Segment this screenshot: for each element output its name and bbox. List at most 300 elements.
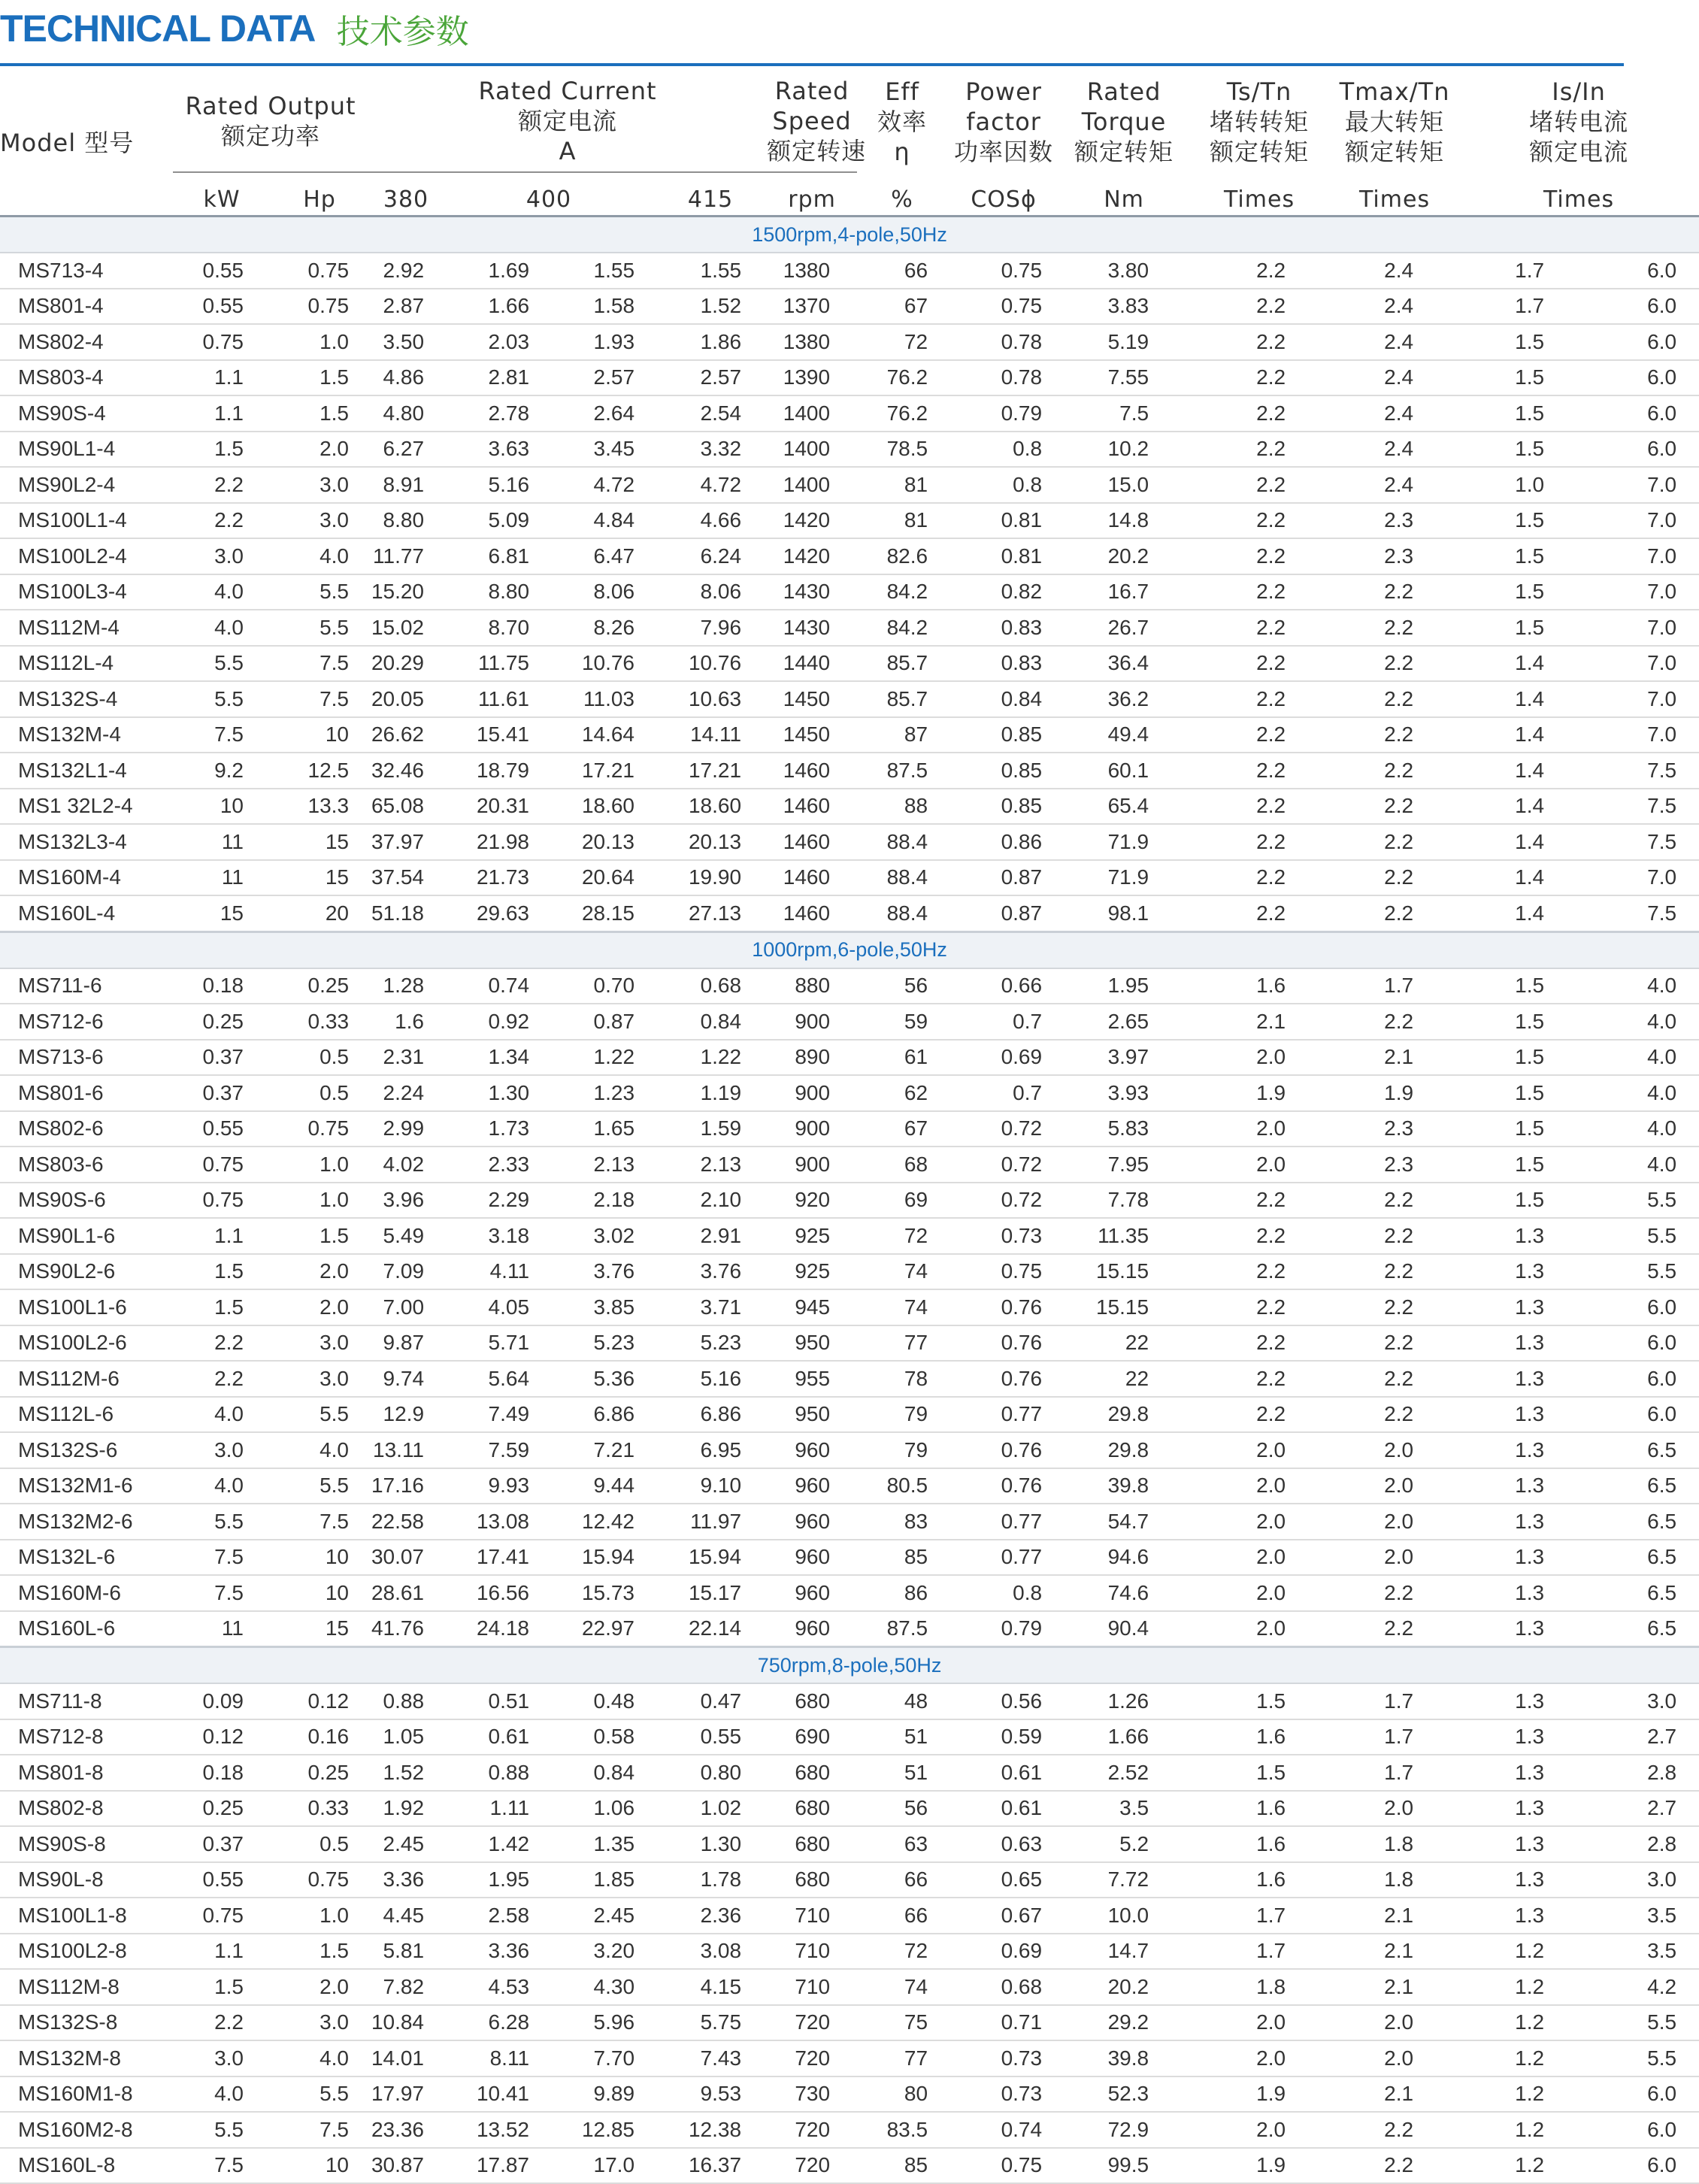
cell-value: 4.0 [173,610,271,646]
cell-value: 0.75 [173,324,271,360]
cell-value: 98.1 [1060,895,1188,931]
cell-value: 1.95 [1060,968,1188,1004]
cell-value: 1430 [767,610,857,646]
header-rated-current [368,71,767,172]
cell-value: 2.2 [1331,1183,1458,1219]
cell-value: 67 [857,289,947,325]
cell-value: 1.4 [1458,753,1579,789]
cell-value: 3.36 [368,1862,444,1898]
cell-value: 71.9 [1060,860,1188,896]
cell-value: 6.24 [654,538,767,574]
cell-value: 6.5 [1579,1432,1699,1468]
title-divider [0,63,1624,66]
table-row [0,2005,1699,2041]
cell-value: 4.02 [368,1147,444,1183]
cell-value: 2.4 [1331,432,1458,468]
cell-value: 10.84 [368,2005,444,2041]
section-header-row [0,217,1699,253]
table-row [0,2040,1699,2076]
cell-value: 690 [767,1719,857,1755]
cell-value: 15 [173,895,271,931]
cell-value: 1.86 [654,324,767,360]
cell-value: 1.52 [654,289,767,325]
cell-value: 10.63 [654,681,767,717]
cell-value: 12.85 [556,2112,654,2148]
cell-value: 3.0 [1579,1683,1699,1719]
cell-value: 2.2 [1331,574,1458,610]
header-model: Model 型号 [0,129,135,157]
cell-value: 13.52 [444,2112,556,2148]
cell-value: 16.7 [1060,574,1188,610]
table-row [0,1540,1699,1576]
cell-value: 0.59 [947,1719,1060,1755]
cell-value: 1.5 [173,1254,271,1290]
cell-value: 1.5 [271,360,368,396]
cell-model: MS90L-8 [0,1862,173,1898]
cell-value: 0.81 [947,503,1060,539]
cell-value: 9.93 [444,1468,556,1504]
cell-value: 86 [857,1575,947,1611]
cell-value: 8.26 [556,610,654,646]
cell-value: 2.29 [444,1183,556,1219]
cell-value: 41.76 [368,1611,444,1647]
cell-value: 9.53 [654,2076,767,2113]
table-row [0,1575,1699,1611]
cell-value: 5.5 [271,1397,368,1433]
cell-value: 56 [857,1791,947,1827]
cell-value: 1.0 [271,1898,368,1934]
cell-value: 2.7 [1579,1791,1699,1827]
cell-value: 1460 [767,753,857,789]
cell-value: 3.36 [444,1934,556,1970]
cell-value: 2.31 [368,1040,444,1076]
cell-value: 15 [271,824,368,860]
cell-value: 10.76 [654,646,767,682]
cell-value: 23.36 [368,2112,444,2148]
section-title: 1500rpm,4-pole,50Hz [0,217,1699,253]
cell-value: 48 [857,1683,947,1719]
table-row [0,395,1699,432]
unit-380: 380 [368,172,444,217]
cell-value: 8.70 [444,610,556,646]
cell-value: 0.78 [947,324,1060,360]
cell-value: 0.69 [947,1040,1060,1076]
table-row [0,1325,1699,1362]
cell-value: 2.1 [1331,2076,1458,2113]
cell-value: 1.8 [1331,1862,1458,1898]
cell-value: 1.85 [556,1862,654,1898]
cell-model: MS132M-8 [0,2040,173,2076]
cell-value: 1.3 [1458,1325,1579,1362]
cell-value: 1.6 [1188,968,1331,1004]
cell-value: 2.2 [1331,1254,1458,1290]
cell-value: 3.5 [1579,1898,1699,1934]
cell-value: 1.0 [271,1183,368,1219]
cell-value: 2.2 [1331,1218,1458,1254]
table-row [0,1147,1699,1183]
cell-value: 85 [857,2148,947,2184]
cell-value: 4.05 [444,1289,556,1325]
cell-value: 4.0 [1579,1040,1699,1076]
cell-value: 2.0 [1188,1540,1331,1576]
cell-value: 2.2 [1331,1004,1458,1040]
cell-value: 0.7 [947,1075,1060,1111]
cell-value: 0.55 [173,1862,271,1898]
cell-value: 79 [857,1432,947,1468]
cell-model: MS160L-4 [0,895,173,931]
cell-value: 2.3 [1331,1111,1458,1147]
cell-value: 1460 [767,789,857,825]
cell-value: 72 [857,1934,947,1970]
table-row [0,1361,1699,1397]
cell-value: 1430 [767,574,857,610]
cell-value: 0.83 [947,646,1060,682]
cell-model: MS112L-4 [0,646,173,682]
cell-value: 56 [857,968,947,1004]
cell-value: 15.15 [1060,1289,1188,1325]
cell-value: 2.0 [1188,1611,1331,1647]
cell-value: 0.55 [173,253,271,289]
cell-value: 2.2 [1331,2148,1458,2184]
table-row [0,1004,1699,1040]
cell-value: 680 [767,1683,857,1719]
cell-value: 3.96 [368,1183,444,1219]
cell-value: 1.5 [173,1969,271,2005]
cell-value: 1.6 [1188,1791,1331,1827]
cell-value: 960 [767,1611,857,1647]
table-row [0,610,1699,646]
table-row [0,538,1699,574]
cell-value: 0.67 [947,1898,1060,1934]
cell-value: 2.2 [1331,753,1458,789]
cell-value: 7.55 [1060,360,1188,396]
technical-data-table [0,71,1699,2184]
cell-value: 5.19 [1060,324,1188,360]
cell-value: 5.16 [444,467,556,503]
unit-cos-phi: COSϕ [971,186,1037,213]
cell-value: 9.10 [654,1468,767,1504]
cell-model: MS160M2-8 [0,2112,173,2148]
cell-value: 3.0 [1579,1862,1699,1898]
cell-value: 2.2 [1331,717,1458,753]
cell-value: 1.3 [1458,1432,1579,1468]
cell-value: 0.75 [173,1898,271,1934]
cell-value: 3.76 [654,1254,767,1290]
cell-value: 7.96 [654,610,767,646]
cell-value: 11.03 [556,681,654,717]
cell-value: 0.74 [444,968,556,1004]
cell-value: 2.2 [1331,1325,1458,1362]
cell-value: 1.6 [1188,1826,1331,1862]
cell-value: 74 [857,1289,947,1325]
cell-value: 0.84 [556,1755,654,1791]
cell-value: 5.83 [1060,1111,1188,1147]
cell-value: 1.78 [654,1862,767,1898]
cell-model: MS802-4 [0,324,173,360]
cell-value: 0.12 [271,1683,368,1719]
cell-model: MS112M-8 [0,1969,173,2005]
cell-value: 1.5 [173,1289,271,1325]
cell-value: 20.2 [1060,1969,1188,2005]
cell-value: 2.0 [1188,1468,1331,1504]
cell-model: MS160L-8 [0,2148,173,2184]
cell-value: 2.0 [1188,1504,1331,1540]
cell-value: 1.9 [1188,2148,1331,2184]
cell-value: 10.0 [1060,1898,1188,1934]
cell-value: 1.4 [1458,681,1579,717]
cell-value: 74.6 [1060,1575,1188,1611]
cell-value: 1.23 [556,1075,654,1111]
cell-value: 2.2 [173,2005,271,2041]
cell-value: 4.53 [444,1969,556,2005]
cell-value: 29.8 [1060,1397,1188,1433]
cell-value: 6.86 [654,1397,767,1433]
cell-value: 0.84 [654,1004,767,1040]
cell-value: 0.47 [654,1683,767,1719]
cell-value: 2.0 [1188,1147,1331,1183]
cell-value: 720 [767,2005,857,2041]
cell-value: 2.2 [1331,1289,1458,1325]
cell-value: 0.83 [947,610,1060,646]
cell-value: 1.3 [1458,1218,1579,1254]
cell-value: 5.16 [654,1361,767,1397]
cell-model: MS712-6 [0,1004,173,1040]
cell-value: 17.21 [654,753,767,789]
cell-value: 2.2 [1331,2112,1458,2148]
cell-value: 59 [857,1004,947,1040]
cell-value: 28.61 [368,1575,444,1611]
table-row [0,1468,1699,1504]
cell-value: 6.5 [1579,1540,1699,1576]
unit-times-ts: Times [1224,186,1295,213]
cell-model: MS100L3-4 [0,574,173,610]
cell-value: 6.0 [1579,289,1699,325]
cell-value: 9.2 [173,753,271,789]
cell-value: 2.0 [1331,1468,1458,1504]
cell-value: 66 [857,1898,947,1934]
cell-model: MS803-4 [0,360,173,396]
cell-value: 0.61 [947,1791,1060,1827]
cell-value: 7.5 [1579,789,1699,825]
cell-model: MS132L1-4 [0,753,173,789]
cell-value: 0.63 [947,1826,1060,1862]
cell-value: 0.88 [444,1755,556,1791]
header-rated-output-en: Rated Output [185,92,356,120]
cell-model: MS132M2-6 [0,1504,173,1540]
cell-value: 15.41 [444,717,556,753]
cell-value: 0.82 [947,574,1060,610]
cell-value: 2.0 [271,1254,368,1290]
table-row [0,360,1699,396]
cell-value: 2.92 [368,253,444,289]
cell-value: 6.5 [1579,1575,1699,1611]
cell-value: 2.91 [654,1218,767,1254]
cell-value: 22.97 [556,1611,654,1647]
cell-value: 2.1 [1331,1898,1458,1934]
cell-value: 2.2 [1188,1254,1331,1290]
cell-value: 1.7 [1331,1719,1458,1755]
header-power-factor-line1: Power [965,77,1042,106]
section-title: 1000rpm,6-pole,50Hz [0,931,1699,968]
table-row [0,1397,1699,1433]
cell-value: 5.64 [444,1361,556,1397]
table-row [0,1504,1699,1540]
cell-value: 2.0 [1188,1111,1331,1147]
cell-value: 1.5 [1458,968,1579,1004]
cell-value: 1.7 [1458,289,1579,325]
table-row [0,646,1699,682]
cell-value: 1400 [767,432,857,468]
table-row [0,1611,1699,1647]
cell-value: 900 [767,1147,857,1183]
cell-value: 72 [857,324,947,360]
cell-value: 2.7 [1579,1719,1699,1755]
cell-value: 2.24 [368,1075,444,1111]
cell-value: 1.3 [1458,1504,1579,1540]
cell-value: 15.20 [368,574,444,610]
unit-times-tmax: Times [1359,186,1431,213]
cell-value: 0.78 [947,360,1060,396]
cell-value: 6.0 [1579,432,1699,468]
cell-value: 1.22 [654,1040,767,1076]
cell-value: 69 [857,1183,947,1219]
table-row [0,1218,1699,1254]
cell-value: 5.75 [654,2005,767,2041]
cell-value: 1.8 [1188,1969,1331,2005]
cell-value: 2.0 [1331,1540,1458,1576]
cell-value: 4.86 [368,360,444,396]
cell-value: 7.0 [1579,610,1699,646]
cell-value: 3.50 [368,324,444,360]
cell-model: MS90S-6 [0,1183,173,1219]
cell-value: 77 [857,2040,947,2076]
cell-value: 80.5 [857,1468,947,1504]
unit-hp: Hp [271,172,368,217]
cell-value: 15.15 [1060,1254,1188,1290]
cell-value: 11.61 [444,681,556,717]
cell-value: 2.2 [1188,538,1331,574]
cell-value: 62 [857,1075,947,1111]
cell-value: 1.4 [1458,717,1579,753]
cell-value: 27.13 [654,895,767,931]
cell-value: 4.0 [1579,968,1699,1004]
cell-value: 1.0 [271,1147,368,1183]
cell-value: 17.16 [368,1468,444,1504]
cell-value: 2.4 [1331,289,1458,325]
cell-value: 2.57 [556,360,654,396]
table-row [0,1719,1699,1755]
cell-value: 5.5 [1579,1254,1699,1290]
cell-model: MS713-4 [0,253,173,289]
cell-value: 21.73 [444,860,556,896]
unit-kw: kW [173,172,271,217]
cell-value: 0.85 [947,753,1060,789]
cell-value: 2.45 [556,1898,654,1934]
cell-model: MS132L3-4 [0,824,173,860]
cell-value: 1.0 [271,324,368,360]
cell-value: 0.69 [947,1934,1060,1970]
cell-value: 7.0 [1579,574,1699,610]
cell-model: MS90L2-4 [0,467,173,503]
cell-value: 2.2 [1188,1361,1331,1397]
cell-value: 1.3 [1458,1289,1579,1325]
cell-value: 1.92 [368,1791,444,1827]
cell-value: 0.75 [271,1862,368,1898]
cell-value: 0.73 [947,2076,1060,2113]
cell-value: 5.09 [444,503,556,539]
cell-value: 1.1 [173,395,271,432]
table-row [0,789,1699,825]
cell-model: MS801-4 [0,289,173,325]
cell-value: 66 [857,253,947,289]
cell-value: 0.81 [947,538,1060,574]
table-row [0,324,1699,360]
cell-value: 2.2 [1331,789,1458,825]
cell-value: 1.5 [1188,1755,1331,1791]
cell-value: 4.0 [173,2076,271,2113]
cell-model: MS132S-6 [0,1432,173,1468]
cell-value: 2.54 [654,395,767,432]
cell-value: 1460 [767,895,857,931]
cell-value: 6.0 [1579,1361,1699,1397]
cell-value: 1.3 [1458,1254,1579,1290]
cell-value: 7.5 [271,2112,368,2148]
cell-value: 16.37 [654,2148,767,2184]
cell-value: 2.2 [1331,1575,1458,1611]
cell-value: 1.1 [173,1934,271,1970]
cell-value: 0.87 [947,860,1060,896]
cell-value: 7.0 [1579,860,1699,896]
cell-value: 4.0 [173,1468,271,1504]
cell-value: 720 [767,2112,857,2148]
cell-value: 7.09 [368,1254,444,1290]
header-is-in-en: Is/In [1552,77,1606,106]
cell-value: 78.5 [857,432,947,468]
cell-value: 8.91 [368,467,444,503]
table-row [0,1826,1699,1862]
cell-value: 10.41 [444,2076,556,2113]
cell-value: 0.76 [947,1289,1060,1325]
cell-value: 14.7 [1060,1934,1188,1970]
cell-value: 6.95 [654,1432,767,1468]
cell-value: 74 [857,1254,947,1290]
cell-value: 10 [271,717,368,753]
cell-value: 7.5 [1060,395,1188,432]
cell-value: 8.11 [444,2040,556,2076]
cell-value: 6.5 [1579,1611,1699,1647]
cell-value: 18.60 [654,789,767,825]
cell-value: 960 [767,1504,857,1540]
cell-value: 2.2 [1331,1397,1458,1433]
cell-value: 4.66 [654,503,767,539]
cell-value: 0.85 [947,717,1060,753]
cell-value: 2.3 [1331,1147,1458,1183]
cell-value: 2.0 [1331,1791,1458,1827]
cell-model: MS90L1-6 [0,1218,173,1254]
cell-value: 1.5 [271,1934,368,1970]
cell-value: 3.71 [654,1289,767,1325]
cell-value: 7.0 [1579,681,1699,717]
cell-value: 3.5 [1060,1791,1188,1827]
cell-value: 2.2 [1188,1183,1331,1219]
cell-value: 9.44 [556,1468,654,1504]
cell-value: 2.2 [1188,824,1331,860]
cell-value: 0.75 [947,2148,1060,2184]
cell-value: 21.98 [444,824,556,860]
table-row [0,1862,1699,1898]
cell-value: 890 [767,1040,857,1076]
cell-value: 99.5 [1060,2148,1188,2184]
